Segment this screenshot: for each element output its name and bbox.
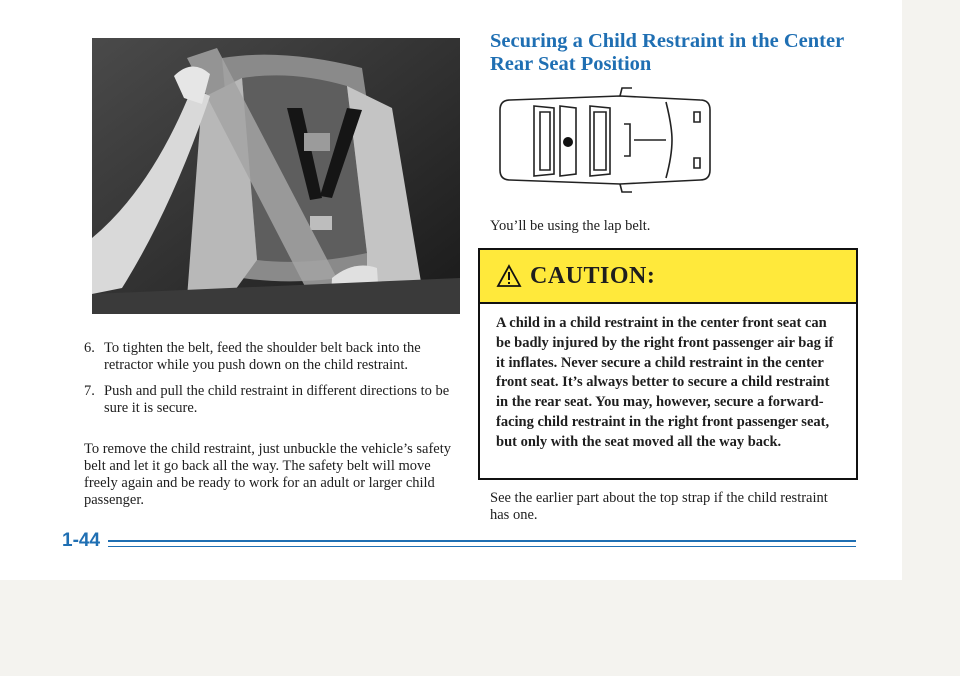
footer-rule-thin [108, 546, 856, 547]
caution-header [480, 250, 856, 304]
vehicle-seat-diagram-icon [490, 86, 720, 194]
caution-text: A child in a child restraint in the center front seat can be badly injured by the right front passenger air bag if it inflates. Never secure a child restraint in the center front seat. It’s always better to secure a child restraint in the rear seat. You may, however, secure a forward-facing child restraint in the right front passenger seat, but only with the seat moved all the way back. [496, 315, 834, 450]
caution-title: CAUTION: [530, 262, 656, 289]
caution-box [478, 248, 858, 480]
list-item [84, 340, 464, 374]
top-strap-note: See the earlier part about the top strap if the child restraint has one. [490, 490, 828, 523]
remove-paragraph: To remove the child restraint, just unbuckle the vehicle’s safety belt and let it go back all the way. The safety belt will move freely again and be ready to work for an adult or larger child passenger. [84, 441, 452, 508]
footer-rule [108, 540, 856, 542]
steps-list [84, 340, 464, 426]
step-text: To tighten the belt, feed the shoulder belt back into the retractor while you push down on the child restraint. [104, 340, 421, 373]
warning-triangle-icon [496, 264, 522, 288]
step-text: Push and pull the child restraint in different directions to be sure it is secure. [104, 383, 450, 416]
child-seat-photo [92, 38, 460, 314]
lap-belt-text: You’ll be using the lap belt. [490, 218, 651, 234]
step-number: 7. [84, 383, 95, 399]
section-heading: Securing a Child Restraint in the Center Rear Seat Position [490, 30, 844, 75]
page-number: 1-44 [62, 530, 101, 551]
list-item [84, 383, 464, 417]
step-number: 6. [84, 340, 95, 356]
